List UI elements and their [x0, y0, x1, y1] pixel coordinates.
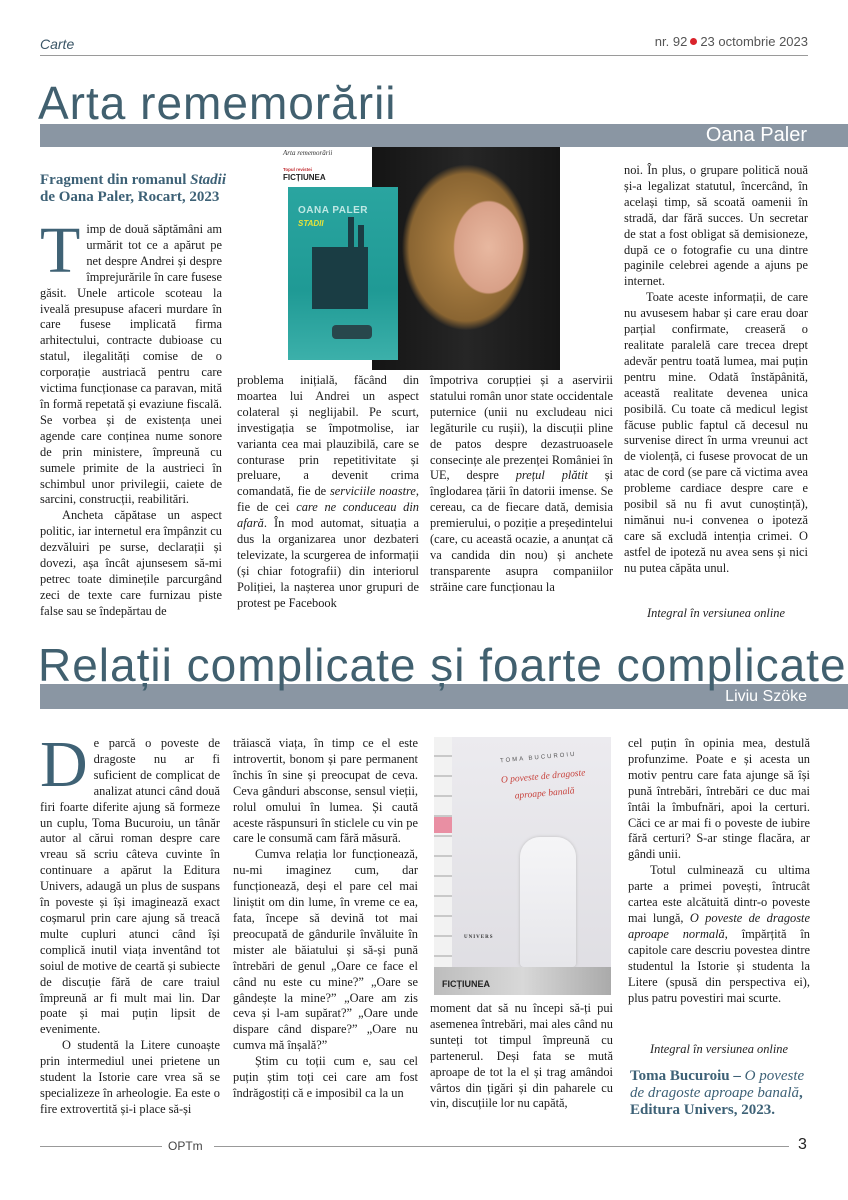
paragraph: [40, 214, 222, 508]
factory-shape: [312, 247, 368, 309]
promo-header: Arta rememorării: [283, 149, 333, 157]
article1-column-2: [237, 373, 419, 612]
text: Ancheta căpătase un aspect politic, iar internetul era împânzit cu dezvăluiri pe surse, declarații și dovezi, așa încât ajunsesem să-mi petrec toate diminețile parcurgând zeci de texte care furnizau piste false sau se îndepărtau de: [40, 508, 222, 618]
promo-tag: Topul revistei: [283, 167, 312, 172]
text: și înglodarea țării în datorii imense. Se cereau, ca de fiecare dată, demisia premierului, o poziție a președintelui (care, cu această ocazie, a anunțat că va candida din nou) și anchete transparente asupra companiilor străine care funcționau la: [430, 468, 613, 594]
paragraph: [233, 847, 418, 1054]
text: Știm cu toții cum e, sau cel puțin știm toți cei care am fost îndrăgostiți că e imposibil ca la un: [233, 1054, 418, 1100]
cover-author: TOMA BUCUROIU: [499, 751, 577, 765]
header-divider: [40, 55, 808, 56]
text: e parcă o poveste de dragoste nu ar fi suficient de complicat de analizat atunci când două firi foarte diferite ajung să formeze un cuplu, Toma Bucuroiu, un tânăr autor al cărui roman despre care vreau să scriu câteva cuvinte în continuare a apărut la Editura Univers, adaugă un plus de suspans în poveste și își imaginează exact coșmarul prin care ajung să treacă multe cupluri atunci când își complică inutil viața inventând tot soiul de motive de ceartă și subiecte de discuție fără de care traiul împreună ar fi mult mai lin. Dar poate și mai puțin lipsit de evenimente.: [40, 736, 220, 1037]
cover-publisher: UNIVERS: [464, 935, 494, 940]
footer-divider: [40, 1146, 162, 1147]
book-spines: [434, 737, 452, 967]
bullet-dot-icon: [690, 38, 697, 45]
book-spine: [434, 817, 452, 833]
drop-cap: D: [40, 728, 88, 801]
article2-column-4: [628, 736, 810, 1006]
article2-column-3: [430, 1001, 613, 1112]
text: Cumva relația lor funcționează, nu-mi imaginez cum, dar funcționează, deși el pare cel mai liniștit om din lume, în vreme ce ea, fata, începe să devină tot mai preocupată de gândurile învăluite în mister ale băiatului și să-și pună întrebări de genul „Oare ce face el când nu este cu mine?” „Oare se gândește la mine?” „Oare am zis ceva și l-am supărat?” „Oare unde dispare când dispare?” „Oare nu cumva mă înșală?”: [233, 847, 418, 1053]
article1-online-note: Integral în versiunea online: [647, 606, 785, 620]
cover-title: O poveste de dragoste aproape banală: [500, 768, 586, 802]
author-photo: [372, 147, 560, 370]
article1-column-4: [624, 163, 808, 577]
dress-figure: [520, 837, 576, 967]
article1-column-3: [430, 373, 613, 596]
paragraph: [40, 1038, 220, 1118]
paragraph: [40, 508, 222, 619]
book-cover-poveste: [434, 737, 611, 995]
text: Toate aceste informații, de care nu avusesem habar și care erau doar parțial confirmate, creaseră o realitate paralelă care trecea drept adevăr pentru toată lumea, mai puțin pentru mine. Odată înstăpânită, această realitate devenea unica posibilă. Cu toate că medicul legist făcuse public faptul că decesul nu survenise direct în urma vreunui act de violență, ci fusese provocat de un atac de cord (se pare că victima avea probleme cardiace despre care e posibil să nu fi avut cunoștință), nimănui nu-i convenea o ipoteză care să excludă intenția crimei. O astfel de ipoteză nu avea sens și nici nu putea căpăta unul.: [624, 290, 808, 575]
intro-text: Fragment din romanul: [40, 172, 191, 188]
article2-author: Liviu Szöke: [725, 688, 807, 705]
credit-book-title: O poveste de dragoste aproape banală: [630, 1068, 805, 1101]
text: , împărțită în capitole care descriu povestea dintre studentul la Istorie și studenta la Litere (spusă din perspectiva ei), plus patru povestiri mai scurte.: [628, 926, 810, 1005]
text: , fie de cei: [237, 484, 419, 515]
promo-label: [275, 147, 372, 192]
italic-text: O poveste de dragoste aproape normală: [628, 910, 810, 941]
credit-publisher: , Editura Univers, 2023.: [630, 1085, 803, 1118]
italic-text: serviciile noastre: [329, 484, 416, 499]
paragraph: [430, 1001, 613, 1112]
article1-title: Arta rememorării: [38, 77, 397, 129]
intro-text-2: de Oana Paler, Rocart, 2023: [40, 189, 220, 205]
footer-brand: OPTm: [168, 1139, 203, 1153]
drop-cap: T: [40, 214, 81, 287]
book-credit: [630, 1068, 810, 1119]
paragraph: [233, 1054, 418, 1102]
credit-author: Toma Bucuroiu –: [630, 1068, 745, 1084]
text: trăiască viața, în timp ce el este introvertit, bonom și pare permanent închis în sine și preocupat de ceva. Ceva gânduri absconse, sensul vieții, rolul omului în lumea. Și caută aceste răspunsuri în sticlele cu vin pe care le consumă cam fără măsură.: [233, 736, 418, 846]
italic-text: prețul plătit: [515, 468, 588, 483]
book-cover-stadii: [288, 187, 398, 360]
article1-intro: [40, 172, 230, 206]
text: Totul culminează cu ultima parte a primei povești, întrucât cartea este alcătuită dintr-o poveste mai lungă,: [628, 863, 810, 925]
article2-column-1: [40, 728, 220, 1118]
text: problema inițială, făcând din moartea lui Andrei un aspect colateral și neglijabil. Pe scurt, investigația se împotmolise, iar varianta cea mai plauzibilă, care se conturase prin repetitivitate și preluare, a devenit crima comandată, fie de: [237, 373, 419, 499]
car-shape: [332, 325, 372, 339]
text: . În mod automat, situația a dus la organizarea unor dezbateri televizate, la scurgerea de informații (și chiar fotografii) din interiorul Poliției, la nașterea unor grupuri de protest pe Facebook: [237, 516, 419, 610]
italic-text: care ne conduceau din afară: [237, 500, 419, 531]
issue-info: [655, 34, 808, 49]
paragraph: [430, 373, 613, 596]
paragraph: [628, 736, 810, 863]
paragraph: [624, 163, 808, 290]
text: imp de două săptămâni am urmărit tot ce a apărut pe net despre Andrei și despre împrejurările în care fusese găsit. Unele articole scoteau la iveală presupuse afaceri murdare în care fusese implicată firma arhitectului, contracte dubioase cu statul, ilegalități comise de o corporație austriacă pentru care victima funcționase ca paravan, mită în formă repetată și evaziune fiscală. Se vorbea și de existența unei agende care conținea nume sonore de prin ministere, împreună cu sumele primite de la austrieci în schimbul unor privilegii, caiete de sarcini, construcții, reabilitări.: [40, 222, 222, 507]
article2-online-note: Integral în versiunea online: [650, 1042, 788, 1056]
article2-title: Relații complicate și foarte complicate: [38, 639, 847, 691]
text: cel puțin în opinia mea, destulă profunzime. Poate e și acesta un motiv pentru care fata ajunge să își pună întrebări, întrebări ce duc mai întâi la îmbufnări, apoi la certuri. Căci ce ar mai fi o poveste de iubire fără certuri? S-ar stinge flacăra, ar gândi unii.: [628, 736, 810, 862]
section-label: Carte: [40, 36, 75, 52]
cover-title: STADII: [298, 219, 324, 228]
text: O studentă la Litere cunoaște prin intermediul unei prietene un student la Istorie care vrea să se specializeze în arheologie. Ea este o fire extrovertită și-i place să-și: [40, 1038, 220, 1116]
text: moment dat să nu începi să-ți pui asemenea întrebări, mai ales când nu sunteți tot timpul împreună cu partenerul. Deși fata se mută aproape de tot la el și trag amândoi vârtos din țigări și din paharele cu vin, discuțiile lor nu capătă,: [430, 1001, 613, 1111]
promo-brand-logo: FICȚIUNEA: [283, 173, 326, 182]
intro-book-title: Stadii: [190, 172, 227, 188]
paragraph: [628, 863, 810, 1006]
paragraph: [624, 290, 808, 576]
article1-author: Oana Paler: [705, 124, 807, 146]
issue-number: nr. 92: [654, 34, 688, 49]
paragraph: [40, 728, 220, 1038]
cover-author: OANA PALER: [298, 205, 368, 216]
article1-column-1: [40, 214, 222, 620]
article2-column-2: [233, 736, 418, 1102]
brand-logo: FICȚIUNEA: [442, 979, 490, 989]
footer-divider: [214, 1146, 789, 1147]
issue-date: 23 octombrie 2023: [700, 34, 808, 49]
paragraph: [237, 373, 419, 612]
text: împotriva corupției și a aservirii statului român unor state occidentale puternice (unii nu excludeau nici legăturile cu rușii), la discuții pline de patos despre dezastruoasele consecințe ale prezenței României în UE, despre: [430, 373, 613, 483]
text: noi. În plus, o grupare politică nouă și-a legalizat statutul, încercând, în același timp, să scoată oamenii în stradă, dar fără succes. Un secretar de stat a fost obligat să demisioneze, după ce o fotografie cu una dintre paginile celebrei agende a ajuns pe internet.: [624, 163, 808, 289]
paragraph: [233, 736, 418, 847]
page-number: 3: [798, 1136, 807, 1153]
